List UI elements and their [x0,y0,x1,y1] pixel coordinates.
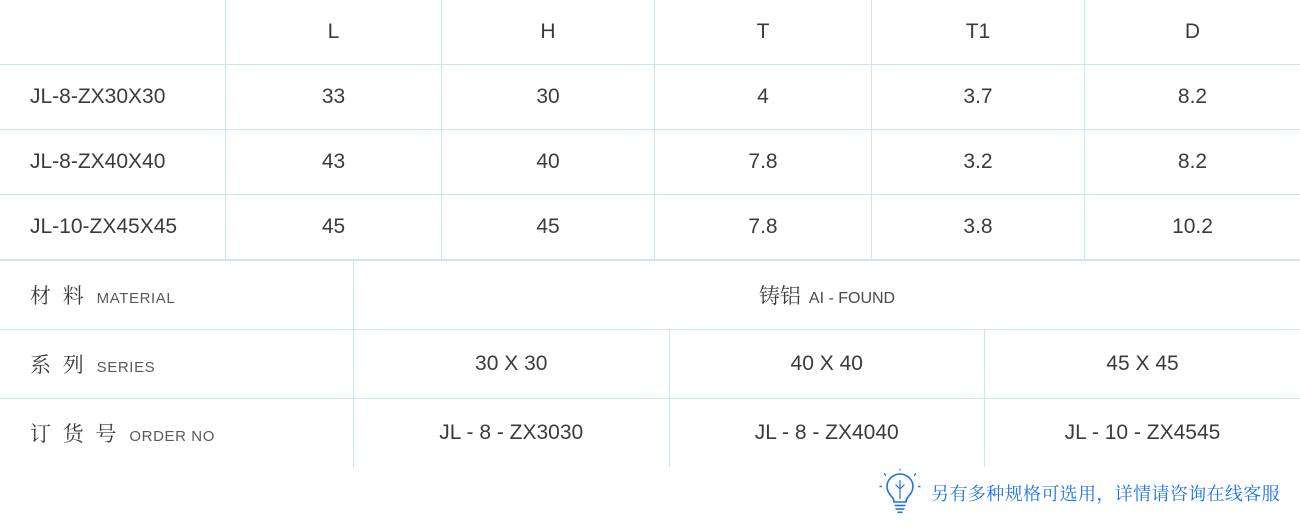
header-cell-blank [0,0,226,65]
order-no-label-cn: 订 货 号 [30,423,120,446]
order-no-row [0,399,1300,468]
cell-D: 10.2 [1085,195,1300,260]
cell-H: 30 [442,65,655,130]
series-label-en: SERIES [96,359,156,376]
cell-D: 8.2 [1085,130,1300,195]
material-label-en: MATERIAL [96,290,176,307]
series-row [0,330,1300,399]
cell-model: JL-10-ZX45X45 [0,195,226,260]
cell-T: 4 [655,65,872,130]
footer-text: 另有多种规格可选用，详情请咨询在线客服 [931,484,1280,504]
dimensions-table [0,0,1300,260]
series-label-cell [0,330,354,399]
header-cell-L: L [226,0,442,65]
footer-note [879,469,1280,517]
cell-T: 7.8 [655,130,872,195]
cell-T1: 3.8 [872,195,1085,260]
series-value-2: 40 X 40 [669,330,985,399]
cell-T1: 3.7 [872,65,1085,130]
header-cell-T1: T1 [872,0,1085,65]
order-no-label-cell [0,399,354,468]
cell-L: 45 [226,195,442,260]
cell-T: 7.8 [655,195,872,260]
cell-model: JL-8-ZX40X40 [0,130,226,195]
cell-H: 40 [442,130,655,195]
cell-L: 33 [226,65,442,130]
product-info-table [0,260,1300,467]
series-value-1: 30 X 30 [354,330,670,399]
header-cell-T: T [655,0,872,65]
cell-L: 43 [226,130,442,195]
series-label-cn: 系 列 [30,354,87,377]
order-no-value-3: JL - 10 - ZX4545 [985,399,1300,468]
table-header-row [0,0,1300,65]
cell-D: 8.2 [1085,65,1300,130]
cell-H: 45 [442,195,655,260]
header-cell-H: H [442,0,655,65]
material-value-cn: 铸铝 [758,285,801,308]
cell-model: JL-8-ZX30X30 [0,65,226,130]
lightbulb-icon [879,469,921,517]
cell-T1: 3.2 [872,130,1085,195]
table-row [0,130,1300,195]
order-no-value-2: JL - 8 - ZX4040 [669,399,985,468]
table-row [0,65,1300,130]
material-value-cell [354,261,1300,330]
order-no-label-en: ORDER NO [129,428,216,445]
material-label-cell [0,261,354,330]
table-row [0,195,1300,260]
material-label-cn: 材 料 [30,285,87,308]
series-value-3: 45 X 45 [985,330,1300,399]
header-cell-D: D [1085,0,1300,65]
material-value-en: AI - FOUND [808,290,896,307]
order-no-value-1: JL - 8 - ZX3030 [354,399,670,468]
material-row [0,261,1300,330]
